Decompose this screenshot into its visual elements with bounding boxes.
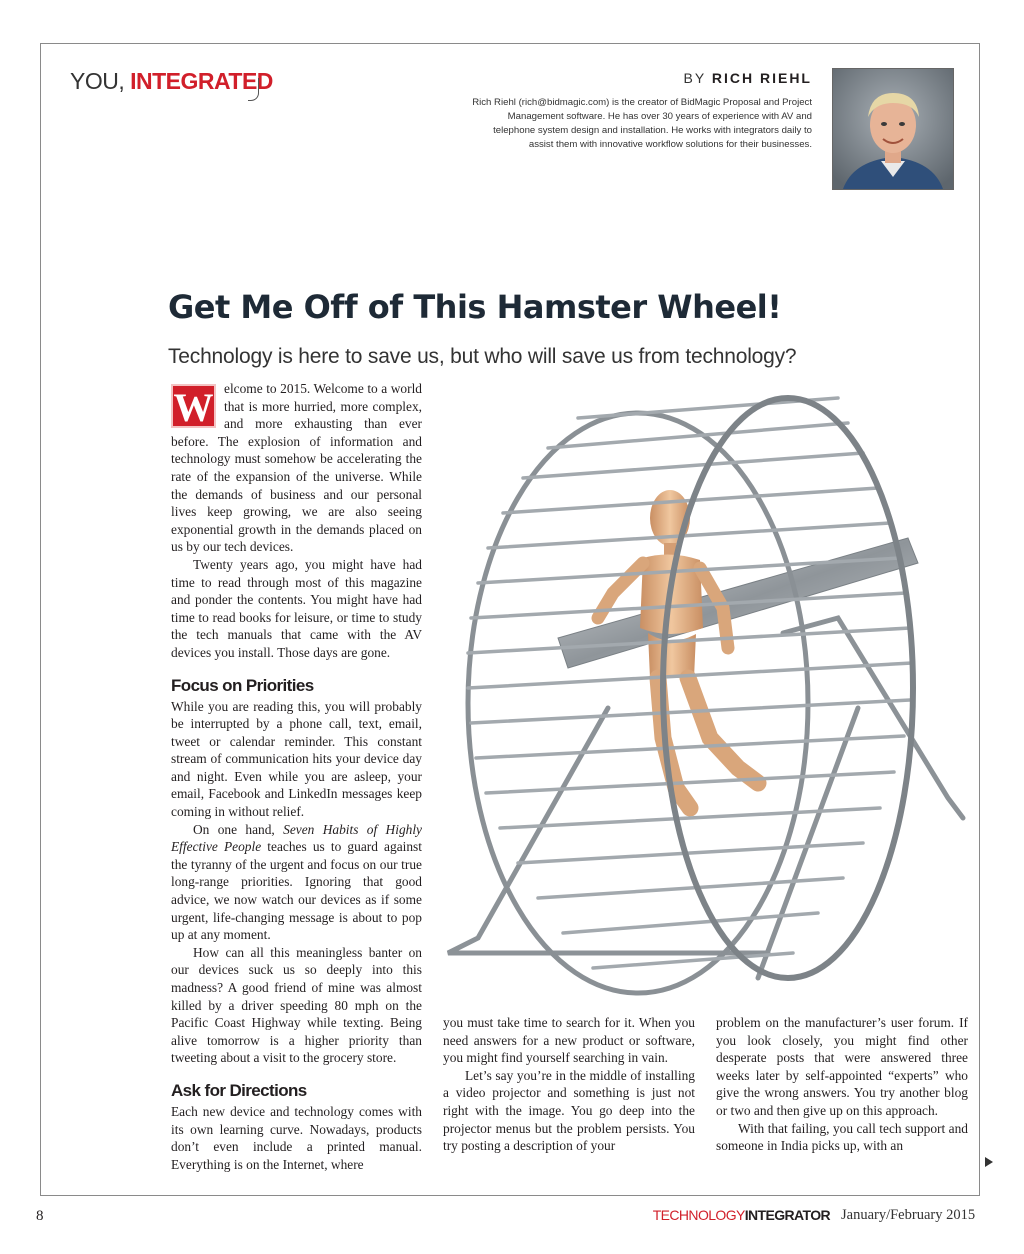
paragraph-4 (171, 821, 422, 944)
magazine-name-part1: TECHNOLOGY (652, 1207, 745, 1223)
hamster-wheel-illustration (438, 378, 978, 1006)
article-headline: Get Me Off of This Hamster Wheel! (168, 288, 782, 326)
paragraph-4-lead: On one hand, (193, 821, 284, 837)
paragraph-10: With that failing, you call tech support and someone in India picks up, with an (716, 1120, 968, 1154)
paragraph-2: Twenty years ago, you might have had time to read through most of this magazine and ponder the contents. You might have had time to read books for leisure, or time to study the tech manuals that came with the AV devices you install. Those days are gone. (171, 556, 422, 660)
paragraph-1: elcome to 2015. Welcome to a world that is more hurried, more complex, and more exhausting than ever before. The explosion of information and technology must somehow be accelerating the rate of the expansion of the universe. While the demands of business and our personal lives keep growing, we are also seeing exponential growth in the demands placed on us by our tech devices. (171, 381, 422, 555)
byline-prefix: BY (683, 70, 706, 86)
section-label (70, 68, 273, 95)
issue-date: January/February 2015 (841, 1207, 976, 1223)
paragraph-9: problem on the manufacturer’s user forum. If you look closely, you might find other desperate posts that were answered three weeks later by self-appointed “experts” who give the wrong answers. You try another blog or two and then give up on this approach. (716, 1015, 968, 1118)
paragraph-4-rest: teaches us to guard against the tyranny of the urgent and focus on our true long-range priorities. Ignoring that good advice, we now watch our devices as if some urgent, life-changing message is about to pop up at any moment. (171, 839, 422, 943)
paragraph-5: How can all this meaningless banter on our devices suck us so deeply into this madness? A good friend of mine was almost killed by a driver speeding 80 mph on the Pacific Coast Highway while texting. Being alive tomorrow is a higher priority than tweeting about a visit to the grocery store. (171, 944, 422, 1066)
magazine-name-part2: INTEGRATOR (744, 1207, 830, 1223)
author-photo (832, 68, 954, 190)
article-column-3 (716, 1014, 968, 1155)
magazine-name (653, 1207, 830, 1223)
book-title: Seven Habits of Highly Effective People (171, 821, 422, 855)
section-bracket-decoration (248, 78, 259, 101)
paragraph-6: Each new device and technology comes with its own learning curve. Nowadays, products don’t even include a printed manual. Everything is on the Internet, where (171, 1103, 422, 1172)
section-label-bold: INTEGRATED (130, 68, 273, 94)
continue-arrow-icon (985, 1157, 993, 1167)
page-number: 8 (36, 1208, 44, 1224)
paragraph-3: While you are reading this, you will probably be interrupted by a phone call, text, email, tweet or calendar reminder. This constant stream of communication hits your device day and night. Even while you are asleep, your email, Facebook and LinkedIn messages keep coming in without relief. (171, 698, 422, 820)
subhead-ask-for-directions: Ask for Directions (171, 1080, 307, 1100)
paragraph-7: you must take time to search for it. When you need answers for a new product or software, you might find yourself searching in vain. (443, 1015, 695, 1066)
drop-cap: W (171, 384, 216, 428)
author-name: RICH RIEHL (711, 70, 812, 86)
byline (684, 70, 812, 86)
paragraph-8: Let’s say you’re in the middle of installing a video projector and something is just not right with the image. You go deep into the projector menus but the problem persists. You try posting a description of your (443, 1067, 695, 1154)
article-column-2 (443, 1014, 695, 1155)
author-bio: Rich Riehl (rich@bidmagic.com) is the creator of BidMagic Proposal and Project Management software. He has over 30 years of experience with AV and telephone system design and installation. He works with integrators daily to assist them with innovative workflow solutions for their businesses. (472, 97, 812, 150)
subhead-focus-on-priorities: Focus on Priorities (171, 675, 314, 695)
section-label-light: YOU, (70, 68, 125, 94)
article-column-1 (171, 380, 422, 1173)
article-deck: Technology is here to save us, but who will save us from technology? (168, 345, 797, 368)
